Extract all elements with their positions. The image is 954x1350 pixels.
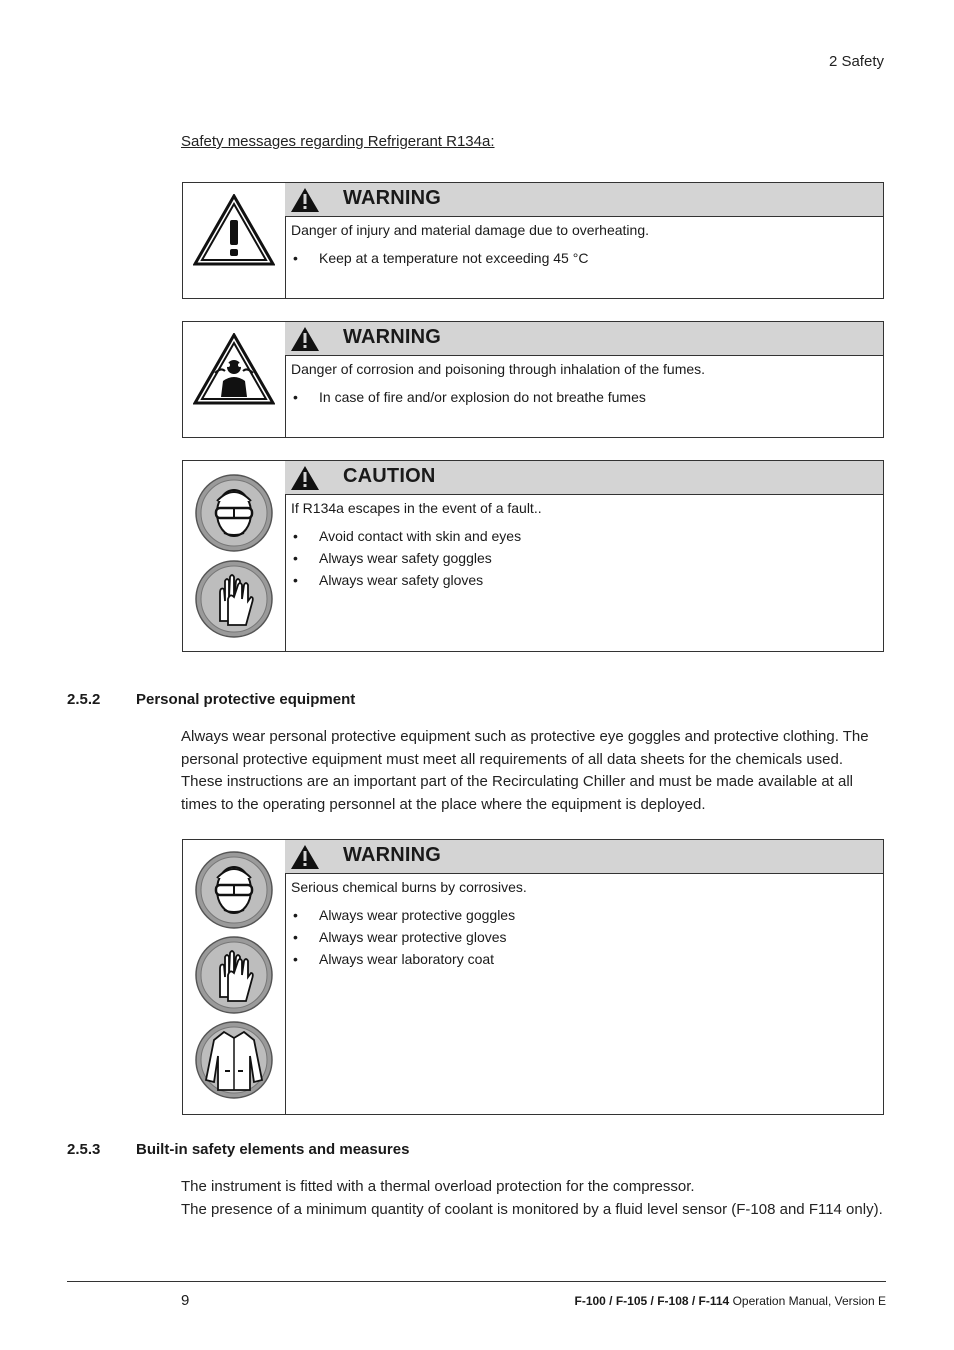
warning-triangle-icon	[290, 187, 320, 213]
section-paragraph: Always wear personal protective equipment such as protective eye goggles and protective clothing. The personal protective equipment must meet all requirements of all data sheets for the chemicals used. These instructions are an important part of the Recirculating Chiller and must be made available at all times to the operating personnel at the place where the equipment is deployed.	[181, 728, 869, 813]
chapter-header: 2 Safety	[828, 53, 884, 70]
warning-box-overheating	[182, 182, 884, 299]
notice-bullets	[291, 386, 875, 408]
warning-box-corrosives	[182, 839, 884, 1115]
section-number: 2.5.3	[67, 1141, 101, 1158]
notice-header	[285, 322, 883, 356]
safety-goggles-icon	[194, 473, 274, 553]
notice-header	[285, 183, 883, 217]
footer-divider	[67, 1281, 886, 1282]
list-item: • Always wear protective gloves	[291, 926, 875, 948]
section-paragraph: The instrument is fitted with a thermal overload protection for the compressor.	[181, 1178, 695, 1195]
page-number: 9	[181, 1292, 190, 1309]
notice-message: Serious chemical burns by corrosives.	[291, 879, 527, 895]
notice-bullets	[291, 904, 875, 970]
notice-bullets	[291, 247, 875, 269]
section-title: Built-in safety elements and measures	[136, 1141, 410, 1158]
lab-coat-icon	[194, 1020, 274, 1100]
safety-goggles-icon	[194, 850, 274, 930]
footer-models: F-100 / F-105 / F-108 / F-114	[574, 1294, 730, 1308]
notice-header	[285, 840, 883, 874]
notice-level: WARNING	[343, 844, 442, 866]
list-item: • Always wear protective goggles	[291, 904, 875, 926]
list-item: • Always wear safety gloves	[291, 569, 875, 591]
section-title: Personal protective equipment	[136, 691, 356, 708]
warning-triangle-icon	[290, 326, 320, 352]
section-paragraph: The presence of a minimum quantity of coolant is monitored by a fluid level sensor (F-108 and F114 only).	[181, 1201, 883, 1218]
notice-header	[285, 461, 883, 495]
warning-triangle-icon	[290, 844, 320, 870]
notice-level: CAUTION	[343, 465, 436, 487]
intro-heading: Safety messages regarding Refrigerant R134a:	[181, 133, 495, 150]
list-item: • In case of fire and/or explosion do not breathe fumes	[291, 386, 875, 408]
safety-gloves-icon	[194, 935, 274, 1015]
caution-box-r134a	[182, 460, 884, 652]
warning-box-fumes	[182, 321, 884, 438]
warning-triangle-icon	[290, 465, 320, 491]
notice-level: WARNING	[343, 187, 442, 209]
list-item: • Keep at a temperature not exceeding 45 °C	[291, 247, 875, 269]
footer-doc: Operation Manual, Version E	[729, 1294, 886, 1308]
notice-level: WARNING	[343, 326, 442, 348]
general-warning-icon	[193, 194, 275, 267]
safety-gloves-icon	[194, 559, 274, 639]
toxic-fumes-warning-icon	[193, 333, 275, 406]
notice-message: Danger of corrosion and poisoning through inhalation of the fumes.	[291, 361, 706, 377]
list-item: • Always wear safety goggles	[291, 547, 875, 569]
list-item: • Always wear laboratory coat	[291, 948, 875, 970]
notice-message: If R134a escapes in the event of a fault..	[291, 500, 542, 516]
list-item: • Avoid contact with skin and eyes	[291, 525, 875, 547]
notice-message: Danger of injury and material damage due to overheating.	[291, 222, 649, 238]
notice-bullets	[291, 525, 875, 591]
footer-document-title	[575, 1294, 887, 1308]
section-number: 2.5.2	[67, 691, 101, 708]
